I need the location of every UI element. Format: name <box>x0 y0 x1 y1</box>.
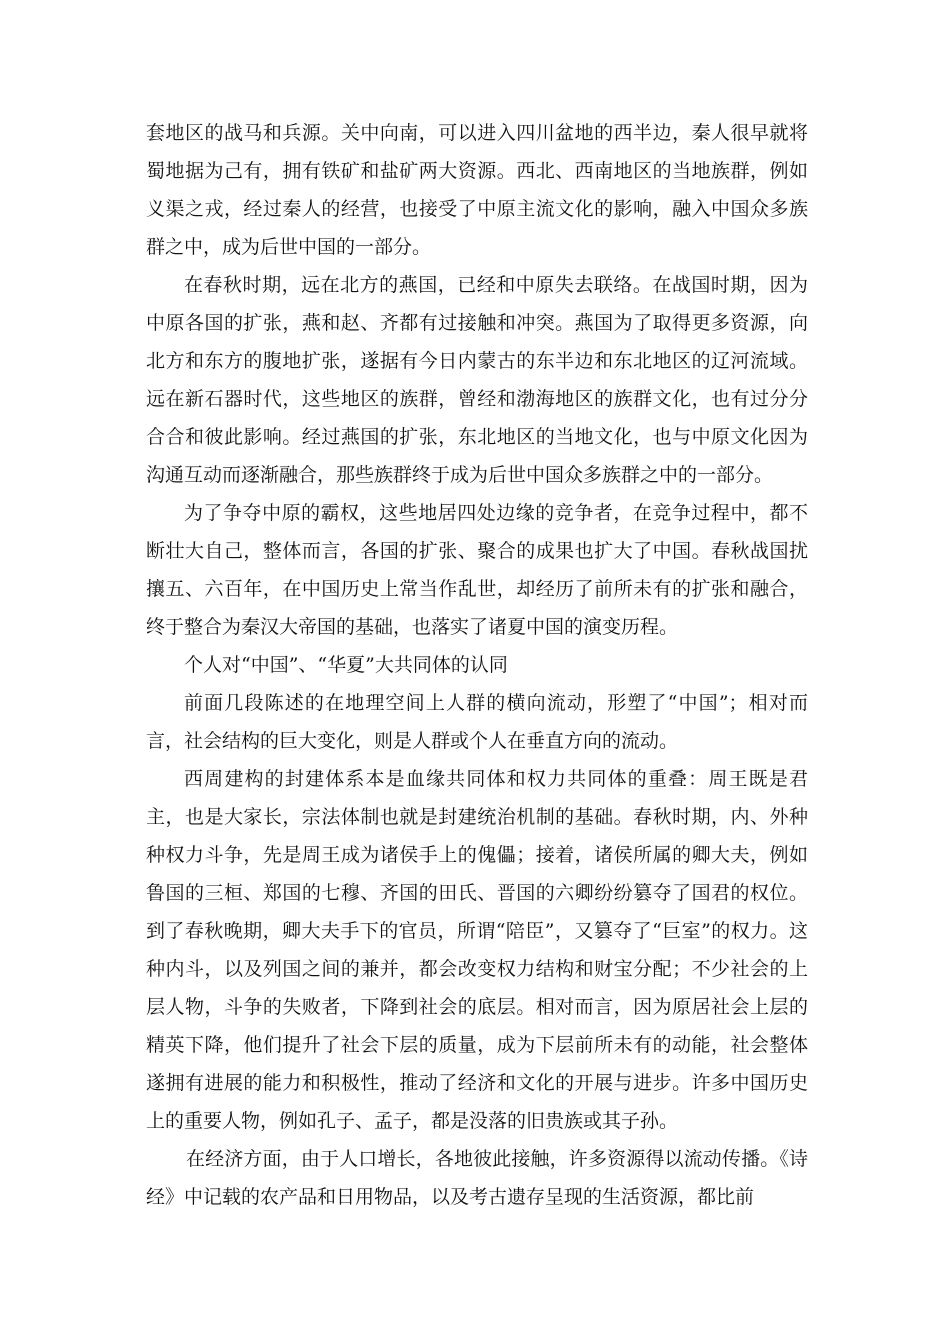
paragraph-6: 在经济方面，由于人口增长，各地彼此接触，许多资源得以流动传播。《诗经》中记载的农产品和日用物品，以及考古遗存呈现的生活资源，都比前 <box>146 1148 808 1208</box>
section-heading: 个人对“中国”、“华夏”大共同体的认同 <box>184 654 508 676</box>
body-text <box>146 114 808 1216</box>
paragraph-2: 在春秋时期，远在北方的燕国，已经和中原失去联络。在战国时期，因为中原各国的扩张，燕和赵、齐都有过接触和冲突。燕国为了取得更多资源，向北方和东方的腹地扩张，遂据有今日内蒙古的东半边和东北地区的辽河流域。远在新石器时代，这些地区的族群，曾经和渤海地区的族群文化，也有过分分合合和彼此影响。经过燕国的扩张，东北地区的当地文化，也与中原文化因为沟通互动而逐渐融合，那些族群终于成为后世中国众多族群之中的一部分。 <box>146 274 808 486</box>
paragraph-3: 为了争夺中原的霸权，这些地居四处边缘的竞争者，在竞争过程中，都不断壮大自己，整体而言，各国的扩张、聚合的成果也扩大了中国。春秋战国扰攘五、六百年，在中国历史上常当作乱世，却经历了前所未有的扩张和融合，终于整合为秦汉大帝国的基础，也落实了诸夏中国的演变历程。 <box>146 502 808 638</box>
paragraph-5: 西周建构的封建体系本是血缘共同体和权力共同体的重叠：周王既是君主，也是大家长，宗法体制也就是封建统治机制的基础。春秋时期，内、外种种权力斗争，先是周王成为诸侯手上的傀儡；接着，诸侯所属的卿大夫，例如鲁国的三桓、郑国的七穆、齐国的田氏、晋国的六卿纷纷篡夺了国君的权位。到了春秋晚期，卿大夫手下的官员，所谓“陪臣”，又篡夺了“巨室”的权力。这种内斗，以及列国之间的兼并，都会改变权力结构和财宝分配；不少社会的上层人物，斗争的失败者，下降到社会的底层。相对而言，因为原居社会上层的精英下降，他们提升了社会下层的质量，成为下层前所未有的动能，社会整体遂拥有进展的能力和积极性，推动了经济和文化的开展与进步。许多中国历史上的重要人物，例如孔子、孟子，都是没落的旧贵族或其子孙。 <box>146 768 808 1132</box>
paragraph-4: 前面几段陈述的在地理空间上人群的横向流动，形塑了“中国”；相对而言，社会结构的巨大变化，则是人群或个人在垂直方向的流动。 <box>146 692 808 752</box>
paragraph-1: 套地区的战马和兵源。关中向南，可以进入四川盆地的西半边，秦人很早就将蜀地据为己有，拥有铁矿和盐矿两大资源。西北、西南地区的当地族群，例如义渠之戎，经过秦人的经营，也接受了中原主流文化的影响，融入中国众多族群之中，成为后世中国的一部分。 <box>146 122 808 258</box>
